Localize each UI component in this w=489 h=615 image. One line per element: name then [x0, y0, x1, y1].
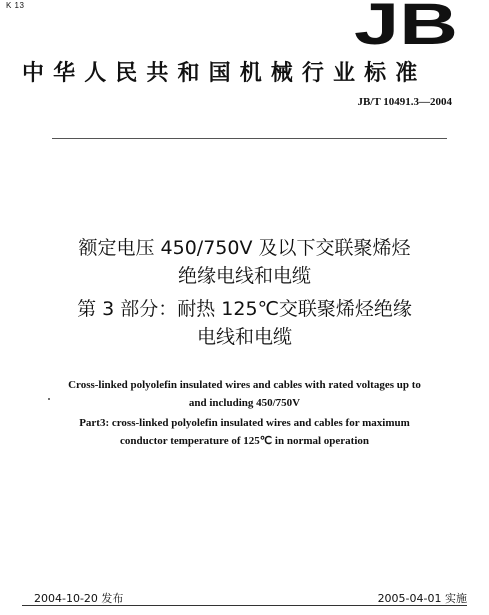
- title-en-line-1: Cross-linked polyolefin insulated wires and cables with rated voltages up to: [68, 379, 421, 391]
- title-cn-line-1: 额定电压 450/750V 及以下交联聚烯烃: [78, 237, 411, 259]
- jb-logo: [352, 0, 462, 46]
- title-cn-line-4: 电线和电缆: [196, 326, 292, 348]
- scan-speck: [48, 398, 50, 400]
- header-divider: [52, 138, 447, 139]
- footer-divider: [22, 605, 467, 606]
- standard-family-title: 中华人民共和国机械行业标准: [22, 61, 427, 86]
- issue-date: 2004-10-20 发布: [34, 592, 124, 605]
- title-cn-line-3: 第 3 部分：耐热 125℃交联聚烯烃绝缘: [77, 298, 412, 320]
- ics-code: K 13: [6, 1, 25, 10]
- standard-number: JB/T 10491.3—2004: [357, 96, 452, 108]
- title-cn-line-2: 绝缘电线和电缆: [177, 265, 311, 287]
- title-en-line-4: conductor temperature of 125℃ in normal operation: [119, 435, 370, 447]
- title-en-line-3: Part3: cross-linked polyolefin insulated wires and cables for maximum: [79, 417, 410, 429]
- implementation-date: 2005-04-01 实施: [377, 592, 467, 605]
- title-en-line-2: and including 450/750V: [188, 397, 301, 409]
- jb-logo-text: JB: [354, 0, 458, 46]
